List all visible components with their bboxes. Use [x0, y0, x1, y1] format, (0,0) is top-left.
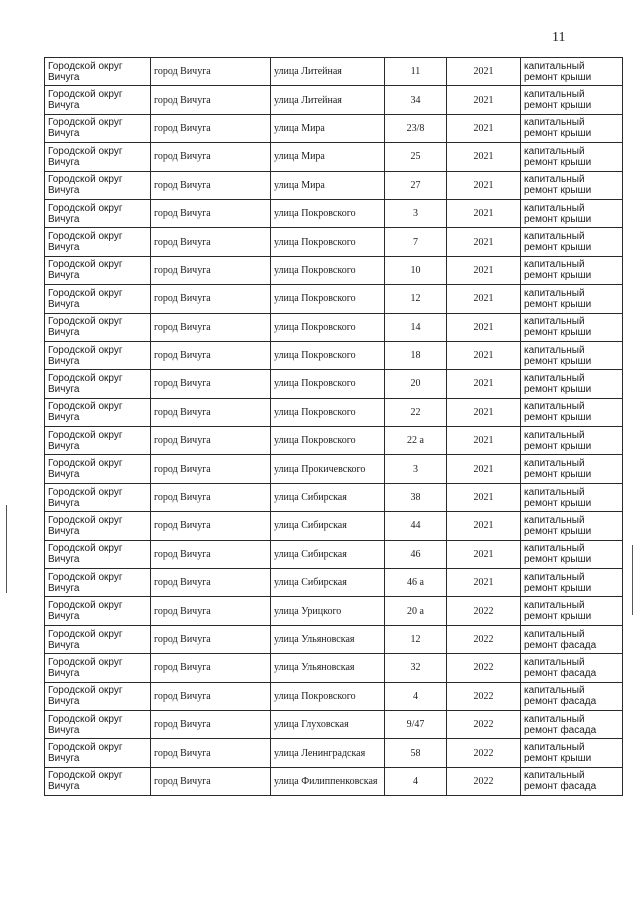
cell-street: улица Покровского: [271, 398, 385, 426]
table-row: [45, 313, 623, 341]
cell-okrug: Городской округ Вичуга: [45, 114, 151, 142]
table-row: [45, 370, 623, 398]
table-row: [45, 654, 623, 682]
cell-city: город Вичуга: [151, 398, 271, 426]
cell-city: город Вичуга: [151, 540, 271, 568]
cell-house-number: 9/47: [385, 710, 447, 738]
table-row: [45, 455, 623, 483]
cell-street: улица Прокичевского: [271, 455, 385, 483]
cell-city: город Вичуга: [151, 767, 271, 795]
table-row: [45, 483, 623, 511]
cell-work-type: капитальный ремонт крыши: [521, 512, 623, 540]
table-row: [45, 682, 623, 710]
cell-city: город Вичуга: [151, 625, 271, 653]
cell-house-number: 46 а: [385, 569, 447, 597]
cell-okrug: Городской округ Вичуга: [45, 341, 151, 369]
page-number: 11: [552, 30, 566, 45]
table-row: [45, 171, 623, 199]
cell-house-number: 3: [385, 199, 447, 227]
cell-city: город Вичуга: [151, 285, 271, 313]
cell-work-type: капитальный ремонт фасада: [521, 710, 623, 738]
table-row: [45, 398, 623, 426]
cell-okrug: Городской округ Вичуга: [45, 569, 151, 597]
cell-house-number: 12: [385, 625, 447, 653]
cell-city: город Вичуга: [151, 313, 271, 341]
cell-okrug: Городской округ Вичуга: [45, 767, 151, 795]
cell-okrug: Городской округ Вичуга: [45, 171, 151, 199]
cell-city: город Вичуга: [151, 199, 271, 227]
cell-house-number: 58: [385, 739, 447, 767]
cell-house-number: 46: [385, 540, 447, 568]
table-row: [45, 540, 623, 568]
cell-street: улица Урицкого: [271, 597, 385, 625]
cell-year: 2021: [447, 285, 521, 313]
cell-okrug: Городской округ Вичуга: [45, 143, 151, 171]
cell-house-number: 11: [385, 58, 447, 86]
cell-year: 2021: [447, 228, 521, 256]
cell-street: улица Сибирская: [271, 540, 385, 568]
cell-city: город Вичуга: [151, 171, 271, 199]
cell-okrug: Городской округ Вичуга: [45, 483, 151, 511]
cell-house-number: 22: [385, 398, 447, 426]
cell-year: 2021: [447, 313, 521, 341]
cell-house-number: 38: [385, 483, 447, 511]
cell-work-type: капитальный ремонт крыши: [521, 341, 623, 369]
table-row: [45, 228, 623, 256]
cell-work-type: капитальный ремонт фасада: [521, 625, 623, 653]
cell-work-type: капитальный ремонт крыши: [521, 540, 623, 568]
cell-house-number: 4: [385, 682, 447, 710]
cell-year: 2022: [447, 739, 521, 767]
cell-city: город Вичуга: [151, 569, 271, 597]
cell-street: улица Покровского: [271, 370, 385, 398]
cell-work-type: капитальный ремонт крыши: [521, 143, 623, 171]
cell-street: улица Покровского: [271, 341, 385, 369]
cell-house-number: 25: [385, 143, 447, 171]
cell-street: улица Литейная: [271, 86, 385, 114]
cell-street: улица Филиппенковская: [271, 767, 385, 795]
table-row: [45, 739, 623, 767]
table-row: [45, 427, 623, 455]
cell-year: 2021: [447, 58, 521, 86]
cell-year: 2022: [447, 682, 521, 710]
address-register-table: [44, 57, 623, 796]
cell-year: 2022: [447, 625, 521, 653]
cell-work-type: капитальный ремонт крыши: [521, 199, 623, 227]
cell-year: 2021: [447, 256, 521, 284]
cell-okrug: Городской округ Вичуга: [45, 654, 151, 682]
cell-street: улица Покровского: [271, 199, 385, 227]
cell-street: улица Ленинградская: [271, 739, 385, 767]
cell-work-type: капитальный ремонт крыши: [521, 597, 623, 625]
cell-house-number: 7: [385, 228, 447, 256]
cell-okrug: Городской округ Вичуга: [45, 313, 151, 341]
cell-okrug: Городской округ Вичуга: [45, 398, 151, 426]
cell-work-type: капитальный ремонт крыши: [521, 58, 623, 86]
cell-year: 2022: [447, 654, 521, 682]
cell-okrug: Городской округ Вичуга: [45, 86, 151, 114]
cell-city: город Вичуга: [151, 597, 271, 625]
cell-city: город Вичуга: [151, 455, 271, 483]
cell-work-type: капитальный ремонт крыши: [521, 256, 623, 284]
cell-house-number: 14: [385, 313, 447, 341]
cell-house-number: 32: [385, 654, 447, 682]
cell-work-type: капитальный ремонт крыши: [521, 483, 623, 511]
cell-work-type: капитальный ремонт крыши: [521, 427, 623, 455]
cell-street: улица Покровского: [271, 682, 385, 710]
cell-city: город Вичуга: [151, 682, 271, 710]
cell-city: город Вичуга: [151, 256, 271, 284]
cell-year: 2021: [447, 455, 521, 483]
cell-street: улица Литейная: [271, 58, 385, 86]
cell-year: 2021: [447, 86, 521, 114]
cell-city: город Вичуга: [151, 86, 271, 114]
cell-street: улица Ульяновская: [271, 654, 385, 682]
cell-street: улица Мира: [271, 114, 385, 142]
cell-city: город Вичуга: [151, 654, 271, 682]
cell-work-type: капитальный ремонт крыши: [521, 370, 623, 398]
table-body: [45, 58, 623, 796]
table-row: [45, 86, 623, 114]
cell-work-type: капитальный ремонт крыши: [521, 86, 623, 114]
cell-okrug: Городской округ Вичуга: [45, 370, 151, 398]
cell-city: город Вичуга: [151, 58, 271, 86]
cell-city: город Вичуга: [151, 512, 271, 540]
cell-street: улица Покровского: [271, 427, 385, 455]
cell-okrug: Городской округ Вичуга: [45, 540, 151, 568]
cell-year: 2021: [447, 427, 521, 455]
cell-city: город Вичуга: [151, 710, 271, 738]
cell-work-type: капитальный ремонт фасада: [521, 767, 623, 795]
cell-city: город Вичуга: [151, 427, 271, 455]
cell-work-type: капитальный ремонт фасада: [521, 682, 623, 710]
cell-street: улица Мира: [271, 171, 385, 199]
cell-house-number: 27: [385, 171, 447, 199]
table-row: [45, 597, 623, 625]
cell-city: город Вичуга: [151, 114, 271, 142]
cell-year: 2021: [447, 370, 521, 398]
cell-okrug: Городской округ Вичуга: [45, 285, 151, 313]
table-row: [45, 625, 623, 653]
cell-city: город Вичуга: [151, 228, 271, 256]
cell-city: город Вичуга: [151, 370, 271, 398]
cell-okrug: Городской округ Вичуга: [45, 597, 151, 625]
cell-house-number: 10: [385, 256, 447, 284]
cell-street: улица Покровского: [271, 256, 385, 284]
cell-work-type: капитальный ремонт крыши: [521, 228, 623, 256]
cell-work-type: капитальный ремонт крыши: [521, 739, 623, 767]
cell-okrug: Городской округ Вичуга: [45, 739, 151, 767]
table-row: [45, 569, 623, 597]
table-row: [45, 710, 623, 738]
cell-okrug: Городской округ Вичуга: [45, 682, 151, 710]
cell-work-type: капитальный ремонт крыши: [521, 114, 623, 142]
table-row: [45, 256, 623, 284]
cell-work-type: капитальный ремонт крыши: [521, 398, 623, 426]
cell-work-type: капитальный ремонт крыши: [521, 313, 623, 341]
cell-year: 2021: [447, 199, 521, 227]
cell-house-number: 44: [385, 512, 447, 540]
cell-house-number: 20 а: [385, 597, 447, 625]
cell-work-type: капитальный ремонт крыши: [521, 171, 623, 199]
table-row: [45, 143, 623, 171]
cell-okrug: Городской округ Вичуга: [45, 427, 151, 455]
cell-house-number: 12: [385, 285, 447, 313]
table-row: [45, 285, 623, 313]
cell-year: 2021: [447, 483, 521, 511]
cell-work-type: капитальный ремонт крыши: [521, 455, 623, 483]
cell-street: улица Сибирская: [271, 569, 385, 597]
table-row: [45, 512, 623, 540]
cell-okrug: Городской округ Вичуга: [45, 256, 151, 284]
cell-year: 2021: [447, 143, 521, 171]
cell-year: 2021: [447, 171, 521, 199]
cell-okrug: Городской округ Вичуга: [45, 455, 151, 483]
cell-city: город Вичуга: [151, 739, 271, 767]
cell-year: 2021: [447, 569, 521, 597]
cell-house-number: 18: [385, 341, 447, 369]
cell-okrug: Городской округ Вичуга: [45, 199, 151, 227]
table-row: [45, 767, 623, 795]
table-row: [45, 341, 623, 369]
cell-okrug: Городской округ Вичуга: [45, 512, 151, 540]
scan-edge-mark-left: [6, 505, 7, 593]
cell-street: улица Покровского: [271, 228, 385, 256]
cell-okrug: Городской округ Вичуга: [45, 625, 151, 653]
cell-street: улица Глуховская: [271, 710, 385, 738]
cell-street: улица Покровского: [271, 285, 385, 313]
table-row: [45, 114, 623, 142]
cell-house-number: 23/8: [385, 114, 447, 142]
cell-street: улица Ульяновская: [271, 625, 385, 653]
cell-work-type: капитальный ремонт крыши: [521, 285, 623, 313]
cell-work-type: капитальный ремонт фасада: [521, 654, 623, 682]
cell-street: улица Сибирская: [271, 483, 385, 511]
table-row: [45, 58, 623, 86]
cell-year: 2021: [447, 540, 521, 568]
cell-year: 2021: [447, 512, 521, 540]
cell-house-number: 4: [385, 767, 447, 795]
cell-year: 2022: [447, 597, 521, 625]
cell-year: 2022: [447, 710, 521, 738]
cell-work-type: капитальный ремонт крыши: [521, 569, 623, 597]
cell-year: 2022: [447, 767, 521, 795]
table-row: [45, 199, 623, 227]
cell-street: улица Покровского: [271, 313, 385, 341]
cell-year: 2021: [447, 341, 521, 369]
cell-street: улица Сибирская: [271, 512, 385, 540]
cell-okrug: Городской округ Вичуга: [45, 228, 151, 256]
cell-house-number: 22 а: [385, 427, 447, 455]
cell-city: город Вичуга: [151, 483, 271, 511]
cell-year: 2021: [447, 398, 521, 426]
cell-house-number: 34: [385, 86, 447, 114]
cell-house-number: 20: [385, 370, 447, 398]
cell-house-number: 3: [385, 455, 447, 483]
cell-okrug: Городской округ Вичуга: [45, 710, 151, 738]
cell-city: город Вичуга: [151, 143, 271, 171]
cell-city: город Вичуга: [151, 341, 271, 369]
cell-year: 2021: [447, 114, 521, 142]
cell-okrug: Городской округ Вичуга: [45, 58, 151, 86]
scan-edge-mark-right: [632, 545, 633, 615]
cell-street: улица Мира: [271, 143, 385, 171]
